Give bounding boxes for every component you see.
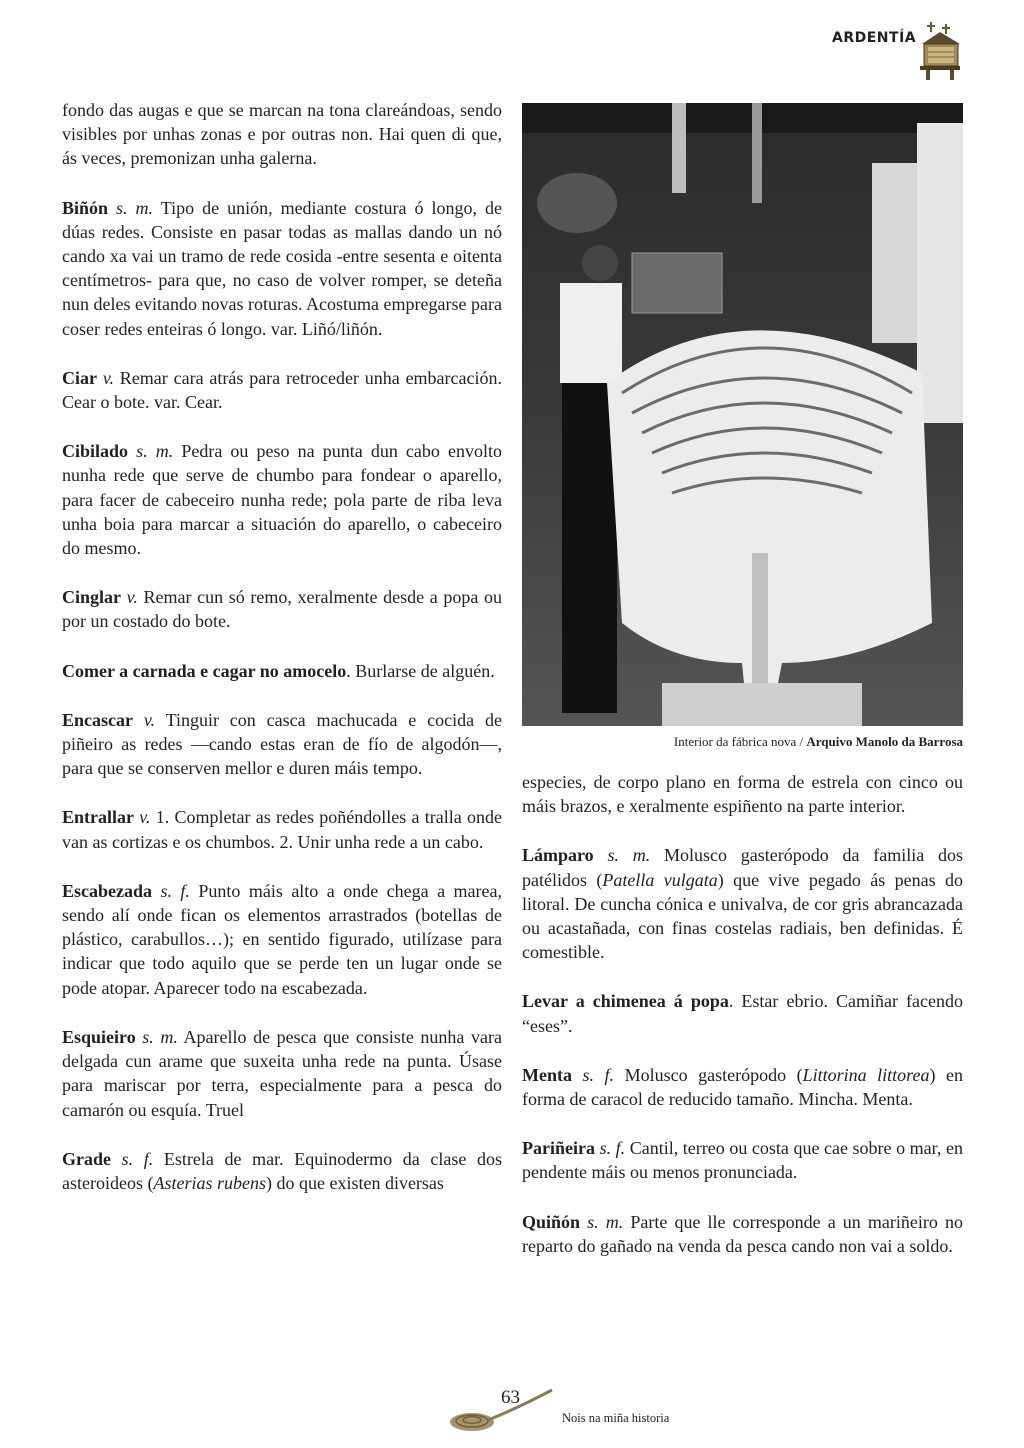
- entry-definition: Cantil, terreo ou costa que cae sobre o mar, en pendente máis ou menos pronunciada.: [522, 1138, 963, 1183]
- entry-headword: Pariñeira: [522, 1138, 595, 1159]
- glossary-entry-comer-a-carnada: [62, 659, 502, 683]
- entry-headword: Quiñón: [522, 1211, 581, 1232]
- entry-pos: s. f.: [582, 1064, 615, 1085]
- entry-headword: Cibilado: [62, 441, 129, 462]
- entry-pos: s. f.: [121, 1148, 154, 1169]
- entry-headword: Comer a carnada e cagar no amocelo: [62, 660, 347, 681]
- scientific-name: Patella vulgata: [602, 869, 718, 890]
- entry-headword: Levar a chimenea á popa: [522, 991, 729, 1012]
- glossary-entry-esquieiro: [62, 1025, 502, 1122]
- entry-definition: Tinguir con casca machucada e cocida de piñeiro as redes —cando estas eran de fío de algodón—, para que se conserven mellor e duren máis tempo.: [62, 709, 502, 779]
- entry-definition: . Burlarse de alguén.: [346, 660, 495, 681]
- glossary-entry-entrallar: [62, 805, 502, 853]
- page-number: 63: [501, 1387, 520, 1408]
- photo-caption: [522, 734, 963, 750]
- entry-headword: Esquieiro: [62, 1026, 136, 1047]
- photo-illustration: [522, 103, 963, 726]
- glossary-entry-ciar: [62, 366, 502, 414]
- glossary-entry-quinon: [522, 1210, 963, 1258]
- scientific-name: Littorina littorea: [802, 1064, 930, 1085]
- glossary-entry-grade: [62, 1147, 502, 1195]
- entry-definition-end: ) que vive pegado ás penas do litoral. De cuncha cónica e univalva, de cor gris abrancazada ou acastañada, con finas costelas radiais, ben definidas. É comestible.: [522, 869, 963, 963]
- entry-definition: Punto máis alto a onde chega a marea, sendo alí onde fican os elementos arrastrados (botellas de plástico, carabullos…); en sentido figurado, utilízase para indicar que todo aquilo que se perde ten un lugar onde se pode atopar. Aparecer todo na escabezada.: [62, 880, 502, 998]
- glossary-entry-cibilado: [62, 439, 502, 560]
- entry-definition: Aparello de pesca que consiste nunha vara delgada cun arame que suxeita unha rede na punta. Úsase para mariscar por terra, especialmente para a pesca do camarón ou esquía. Truel: [62, 1026, 502, 1120]
- entry-headword: Entrallar: [62, 807, 134, 828]
- entry-pos: s. m.: [136, 441, 174, 462]
- entry-definition: Tipo de unión, mediante costura ó longo, de dúas redes. Consiste en pasar todas as mallas dando un nó cando xa vai un tramo de rede cosida -entre sesenta e oitenta centímetros- para que, no caso de volver romper, se deteña nun deles evitando novas roturas. Acostuma empregarse para coser redes enteiras ó longo. var. Liñó/liñón.: [62, 197, 503, 339]
- entry-headword: Encascar: [62, 709, 133, 730]
- entry-headword: Cinglar: [62, 587, 122, 608]
- glossary-entry-lamparo: [522, 843, 963, 964]
- scientific-name: Asterias rubens: [153, 1172, 266, 1193]
- boat-workshop-photo: [522, 103, 963, 726]
- entry-definition: Molusco gasterópodo (: [614, 1064, 803, 1085]
- glossary-entry-parineira: [522, 1136, 963, 1184]
- caption-credit: Arquivo Manolo da Barrosa: [806, 734, 963, 749]
- entry-pos: s. f.: [599, 1138, 626, 1159]
- continued-text: fondo das augas e que se marcan na tona clareándoas, sendo visibles por unhas zonas e por outras non. Hai quen di que, ás veces, premonizan unha galerna.: [62, 100, 502, 169]
- entry-definition: . Estar ebrio. Camiñar facendo “eses”.: [522, 991, 963, 1036]
- entry-pos: s. m.: [116, 197, 154, 218]
- left-column: [62, 98, 502, 1220]
- entry-pos: s. f.: [160, 880, 190, 901]
- entry-headword: Grade: [62, 1148, 111, 1169]
- entry-pos: s. m.: [142, 1026, 178, 1047]
- entry-definition-end: ) do que existen diversas: [265, 1172, 444, 1193]
- entry-pos: s. m.: [587, 1211, 624, 1232]
- caption-text: Interior da fábrica nova /: [673, 734, 807, 749]
- entry-definition-end: ) en forma de caracol de reducido tamaño. Mincha. Menta.: [522, 1064, 963, 1110]
- glossary-entry-binon: [62, 196, 502, 341]
- entry-pos: v.: [126, 587, 138, 608]
- entry-definition: Remar cun só remo, xeralmente desde a popa ou por un costado do bote.: [62, 587, 503, 632]
- entry-definition: Estrela de mar. Equinodermo da clase dos asteroideos (: [62, 1148, 503, 1193]
- entry-definition: Remar cara atrás para retroceder unha embarcación. Cear o bote. var. Cear.: [62, 367, 503, 413]
- continued-text: especies, de corpo plano en forma de estrela con cinco ou máis brazos, e xeralmente espiñento na parte interior.: [522, 772, 963, 817]
- entry-pos: v.: [102, 367, 114, 388]
- glossary-entry-escabezada: [62, 879, 502, 1000]
- horreo-granary-icon: [916, 16, 964, 84]
- entry-definition: Pedra ou peso na punta dun cabo envolto nunha rede que serve de chumbo para fondear o aparello, para facer de cabeceiro nunha rede; pola parte de riba leva unha boia para marcar a situación do aparello, o cabeceiro do mesmo.: [62, 441, 502, 559]
- glossary-entry-levar-a-chimenea: [522, 989, 963, 1037]
- section-title: ARDENTÍA: [832, 30, 917, 46]
- entry-definition: 1. Completar as redes poñéndolles a tralla onde van as cortizas e os chumbos. 2. Unir unha rede a un cabo.: [62, 807, 502, 852]
- glossary-entry-menta: [522, 1063, 963, 1111]
- glossary-entry-encascar: [62, 708, 502, 781]
- entry-pos: s. m.: [607, 845, 651, 866]
- entry-headword: Lámparo: [522, 845, 594, 866]
- entry-definition: Parte que lle corresponde a un mariñeiro no reparto do gañado na venda da pesca cando non vai a soldo.: [522, 1211, 963, 1256]
- entry-pos: v.: [139, 807, 151, 828]
- entry-headword: Ciar: [62, 367, 97, 388]
- entry-headword: Biñón: [62, 197, 109, 218]
- publication-title: Nois na miña historia: [562, 1411, 670, 1425]
- entry-headword: Escabezada: [62, 880, 152, 901]
- entry-pos: v.: [143, 709, 156, 730]
- glossary-entry-cinglar: [62, 585, 502, 633]
- entry-definition: Molusco gasterópodo da familia dos patélidos (: [522, 845, 964, 890]
- entry-headword: Menta: [522, 1064, 572, 1085]
- right-column: [522, 770, 963, 1283]
